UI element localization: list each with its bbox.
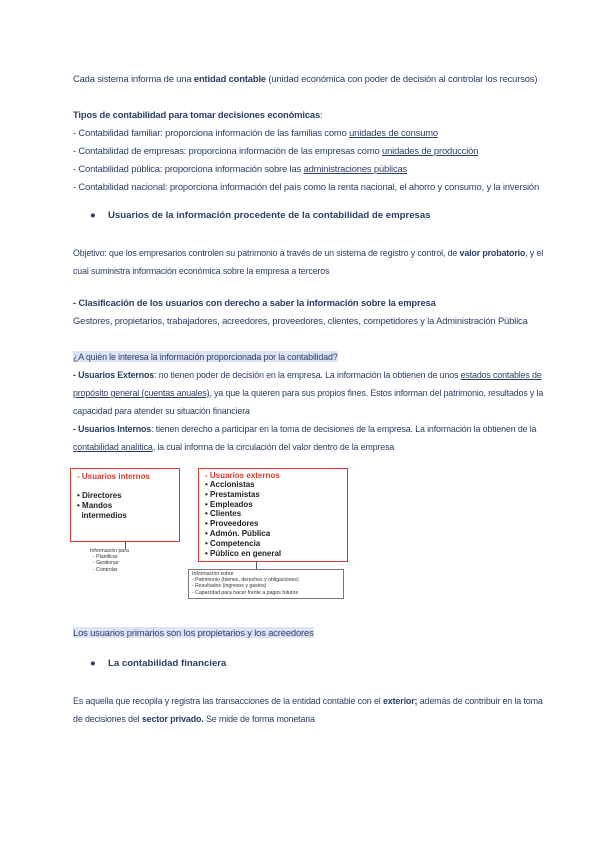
interes-section [73, 348, 544, 456]
interes-question: ¿A quién le interesa la información proporcionada por la contabilidad? [73, 351, 338, 362]
externos-line-2: propósito general (cuentas anuales), ya que la quieren para sus propios fines. Estos informan del patrimonio, resultados y la [73, 387, 544, 398]
tipos-item-familiar: - Contabilidad familiar: proporciona información de las familias como unidades de consumo [73, 127, 438, 138]
internos-line-1: - Usuarios Internos: tienen derecho a participar en la toma de decisiones de la empresa. La información la obtienen de la [73, 423, 537, 434]
internos-title: - Usuarios internos [77, 472, 150, 481]
tipos-item-publica: - Contabilidad pública: proporciona información sobre las administraciones públicas [73, 163, 408, 174]
link-unidades-consumo[interactable]: unidades de consumo [349, 127, 438, 138]
link-proposito-general[interactable]: propósito general (cuentas anuales) [73, 387, 210, 398]
externos-connector [256, 561, 257, 569]
entidad-contable-term: entidad contable [193, 73, 266, 84]
intro-paragraph [73, 70, 543, 88]
tipos-item-nacional: - Contabilidad nacional: proporciona información del país como la renta nacional, el ahorro y consumo, y la inversión [73, 181, 540, 192]
usuarios-internos-box [70, 468, 180, 542]
exterior-term: exterior; [382, 695, 418, 706]
bullet-dot-icon: ● [90, 658, 96, 669]
usuarios-externos-box [198, 468, 348, 562]
internos-info: Información para - Planificar - Gestionar - Controlar [90, 548, 129, 573]
externos-title: - Usuarios externos [205, 471, 280, 480]
externos-line-3: capacidad para atender su situación financiera [73, 405, 250, 416]
link-estados-contables[interactable]: estados contables de [460, 369, 542, 380]
tipos-section [73, 106, 543, 196]
externos-list: • Accionistas • Prestamistas • Empleados • Clientes • Proveedores • Admón. Pública • Competencia • Público en general [205, 480, 282, 558]
externos-info-box: Información sobre - Patrimonio (bienes, derechos y obligaciones) - Resultados (ingresos y gastos) - Capacidad para hacer frente a pagos futuros [188, 569, 344, 599]
clasificacion-text: Gestores, propietarios, trabajadores, acreedores, proveedores, clientes, competidores y la Administración Pública [73, 315, 528, 326]
tipos-heading: Tipos de contabilidad para tomar decisiones económicas: [73, 109, 323, 120]
bullet-dot-icon: ● [90, 210, 96, 221]
objetivo-paragraph: Objetivo: que los empresarios controlen su patrimonio a través de un sistema de registro y control, de valor probatorio, y el cual suministra información económica sobre la empresa a terceros [73, 247, 544, 276]
intro-line: Cada sistema informa de una entidad contable (unidad económica con poder de decisión al controlar los recursos) [73, 73, 538, 84]
link-contabilidad-analitica[interactable]: contabilidad analítica [73, 441, 153, 452]
clasificacion-section [73, 294, 543, 330]
sector-privado-term: sector privado. [141, 713, 204, 724]
tipos-item-empresas: - Contabilidad de empresas: proporciona información de las empresas como unidades de producción [73, 145, 479, 156]
financiera-paragraph: Es aquella que recopila y registra las transacciones de la entidad contable con el exterior; además de contribuir en la toma de decisiones del sector privado. Se mide de forma monetaria [73, 695, 543, 724]
internos-line-2: contabilidad analítica, la cual informa de la circulación del valor dentro de la empresa [73, 441, 395, 452]
clasificacion-heading: - Clasificación de los usuarios con derecho a saber la información sobre la empresa [73, 297, 436, 308]
valor-probatorio-term: valor probatorio [459, 247, 526, 258]
link-administraciones-publicas[interactable]: administraciones públicas [303, 163, 408, 174]
primarios-paragraph: Los usuarios primarios son los propietarios y los acreedores [73, 627, 314, 638]
internos-list: • Directores • Mandos intermedios [77, 491, 127, 520]
link-unidades-produccion[interactable]: unidades de producción [382, 145, 479, 156]
externos-line-1: - Usuarios Externos: no tienen poder de decisión en la empresa. La información la obtienen de unos estados contables de [73, 369, 542, 380]
usuarios-figure [70, 468, 346, 600]
